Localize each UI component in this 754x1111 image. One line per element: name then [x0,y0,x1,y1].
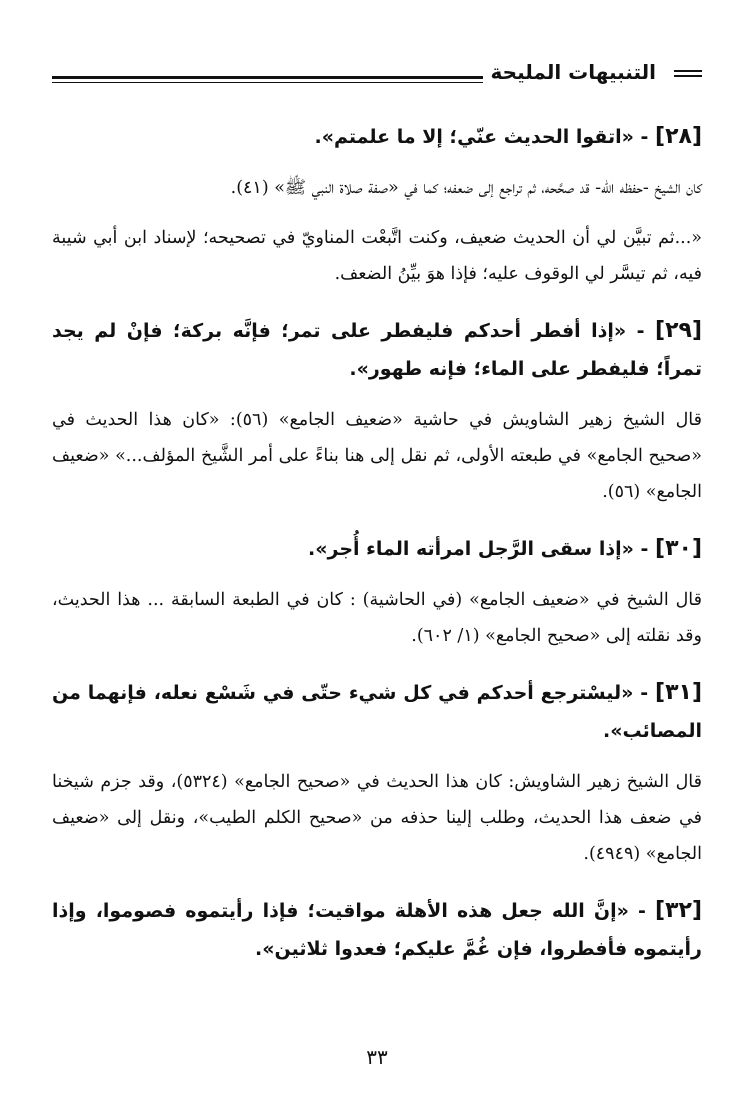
page-body [52,118,702,968]
commentary-paragraph: كان الشيخ -حفظه الله- قد صحَّحه، ثم تراجع إلى ضعفه؛ كما في «صفة صلاة النبي ﷺ» (٤١). [230,178,702,198]
hadith-heading [52,118,702,156]
hadith-number: [٢٩] [655,318,702,343]
hadith-number: [٣٠] [655,536,702,561]
running-title: التنبيهات المليحة [483,60,664,84]
hadith-number: [٣١] [655,680,702,705]
hadith-number: [٣٢] [655,898,702,923]
hadith-entry-29 [52,312,702,510]
header-ornament [674,70,702,77]
hadith-heading [52,892,702,968]
commentary-paragraph: قال الشيخ زهير الشاويش في حاشية «ضعيف الجامع» (٥٦): «كان هذا الحديث في «صحيح الجامع» في طبعته الأولى، ثم نقل إلى هنا بناءً على أمر الشَّيخ المؤلف...» «ضعيف الجامع» (٥٦). [52,410,703,502]
header-rule-thin [52,82,492,83]
hadith-entry-31 [52,674,702,872]
hadith-entry-30 [52,530,702,654]
hadith-heading [52,312,702,388]
header-rule [52,76,492,79]
running-header [52,58,702,98]
hadith-text: - «ليسْترجع أحدكم في كل شيء حتّى في شَسْع نعله، فإنهما من المصائب». [52,682,702,742]
commentary-paragraph: «...ثم تبيَّن لي أن الحديث ضعيف، وكنت اتَّبعْت المناويّ في تصحيحه؛ لإسناد ابن أبي شيبة فيه، ثم تيسَّر لي الوقوف عليه؛ فإذا هوَ بيِّنُ الضعف. [52,228,702,284]
hadith-text: - «إذا سقى الرَّجل امرأته الماء أُجر». [308,538,656,560]
hadith-heading [52,530,702,568]
hadith-text: - «إذا أفطر أحدكم فليفطر على تمر؛ فإنَّه بركة؛ فإنْ لم يجد تمراً؛ فليفطر على الماء؛ فإنه طهور». [52,320,702,380]
commentary-paragraph: قال الشيخ في «ضعيف الجامع» (في الحاشية) : كان في الطبعة السابقة ... هذا الحديث، وقد نقلته إلى «صحيح الجامع» (١/ ٦٠٢). [52,590,702,646]
commentary-paragraph: قال الشيخ زهير الشاويش: كان هذا الحديث في «صحيح الجامع» (٥٣٢٤)، وقد جزم شيخنا في ضعف هذا الحديث، وطلب إلينا حذفه من «صحيح الكلم الطيب»، ونقل إلى «ضعيف الجامع» (٤٩٤٩). [52,772,702,864]
hadith-entry-28 [52,118,702,292]
hadith-entry-32 [52,892,702,968]
hadith-text: - «إنَّ الله جعل هذه الأهلة مواقيت؛ فإذا رأيتموه فصوموا، وإذا رأيتموه فأفطروا، فإن غُمَّ عليكم؛ فعدوا ثلاثين». [52,900,702,960]
hadith-text: - «اتقوا الحديث عنّي؛ إلا ما علمتم». [314,126,656,148]
hadith-heading [52,674,702,750]
hadith-number: [٢٨] [655,124,702,149]
page-number: ٣٣ [366,1045,388,1069]
